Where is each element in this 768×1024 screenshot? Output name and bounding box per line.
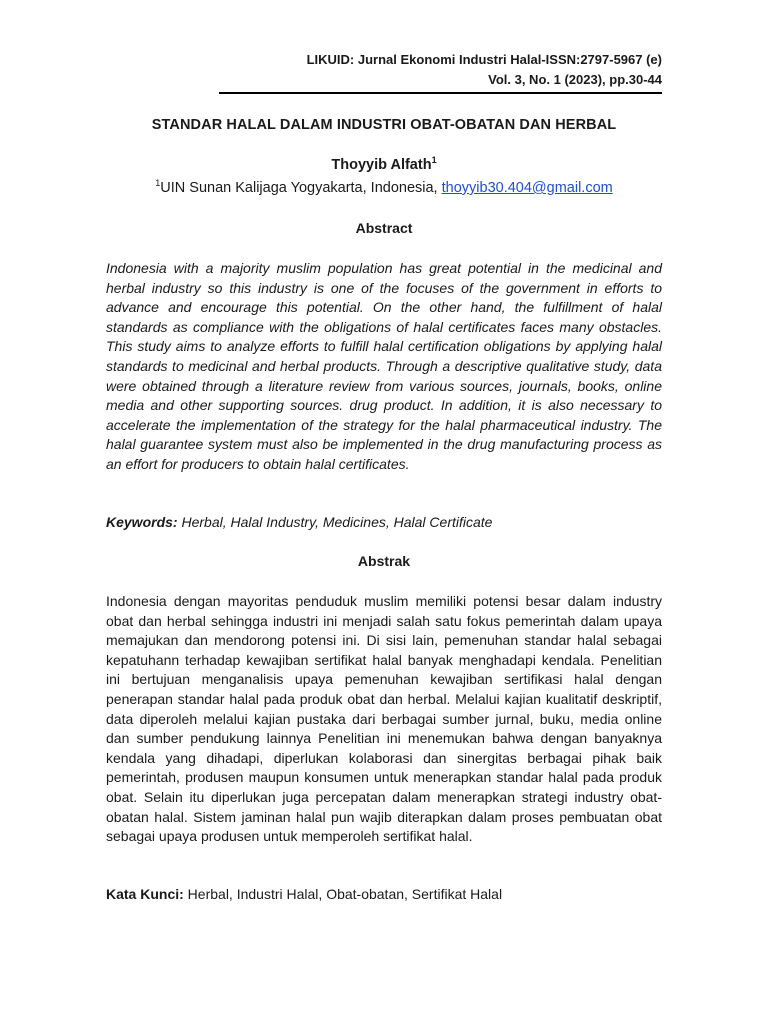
keywords-line	[106, 514, 662, 530]
author-email-link[interactable]: thoyyib30.404@gmail.com	[441, 180, 613, 196]
header-rule	[219, 92, 662, 94]
author-line	[0, 157, 768, 173]
kata-kunci-line	[106, 886, 662, 902]
abstract-text: Indonesia with a majority muslim population has great potential in the medicinal and herbal industry so this industry is one of the focuses of the government in efforts to advance and encourage this potential. On the other hand, the fulfillment of halal standards as compliance with the obligations of halal certificates faces many obstacles. This study aims to analyze efforts to fulfill halal certification obligations by applying halal standards to medicinal and herbal products. Through a descriptive qualitative study, data were obtained through a literature review from various sources, journals, books, online media and other supporting sources. drug product. In addition, it is also necessary to accelerate the implementation of the strategy for the halal pharmaceutical industry. The halal guarantee system must also be implemented in the drug manufacturing process as an effort for producers to obtain halal certificates.	[106, 260, 662, 472]
affiliation-sup: 1	[155, 178, 161, 189]
author-sup: 1	[431, 155, 437, 166]
abstract-heading: Abstract	[355, 220, 413, 236]
author-name: Thoyyib Alfath	[331, 157, 432, 173]
journal-line: LIKUID: Jurnal Ekonomi Industri Halal-ISSN:2797-5967 (e)	[306, 52, 662, 67]
volume-line: Vol. 3, No. 1 (2023), pp.30-44	[488, 72, 662, 87]
affiliation-line	[0, 180, 768, 196]
abstrak-text: Indonesia dengan mayoritas penduduk muslim memiliki potensi besar dalam industry obat dan herbal sehingga industri ini menjadi salah satu fokus pemerintah dalam upaya memajukan dan mendorong potensi ini. Di sisi lain, pemenuhan standar halal sebagai kepatuhann terhadap kewajiban sertifikat halal banyak menghadapi kendala. Penelitian ini bertujuan menganalisis upaya pemenuhan kewajiban sertifikasi halal dengan penerapan standar halal pada produk obat dan herbal. Melalui kajian kualitatif deskriptif, data diperoleh melalui kajian pustaka dari berbagai sumber jurnal, buku, media online dan sumber pendukung lainnya Penelitian ini menemukan bahwa dengan banyaknya kendala yang dihadapi, diperlukan kolaborasi dan sinergitas berbagai pihak baik pemerintah, produsen maupun konsumen untuk menerapkan standar halal pada produk obat. Selain itu diperlukan juga percepatan dalam menerapkan strategi industry obat-obatan halal. Sistem jaminan halal pun wajib diterapkan dalam proses pembuatan obat sebagai upaya produsen untuk memperoleh sertifikat halal.	[106, 593, 662, 845]
kata-kunci-text: Herbal, Industri Halal, Obat-obatan, Sertifikat Halal	[183, 886, 503, 902]
keywords-label: Keywords:	[106, 514, 178, 530]
paper-title: STANDAR HALAL DALAM INDUSTRI OBAT-OBATAN DAN HERBAL	[151, 117, 617, 133]
affiliation-text: UIN Sunan Kalijaga Yogyakarta, Indonesia,	[160, 180, 442, 196]
journal-header	[307, 50, 662, 90]
kata-kunci-label: Kata Kunci:	[106, 886, 184, 902]
keywords-text: Herbal, Halal Industry, Medicines, Halal Certificate	[177, 514, 493, 530]
abstrak-heading: Abstrak	[357, 553, 411, 569]
